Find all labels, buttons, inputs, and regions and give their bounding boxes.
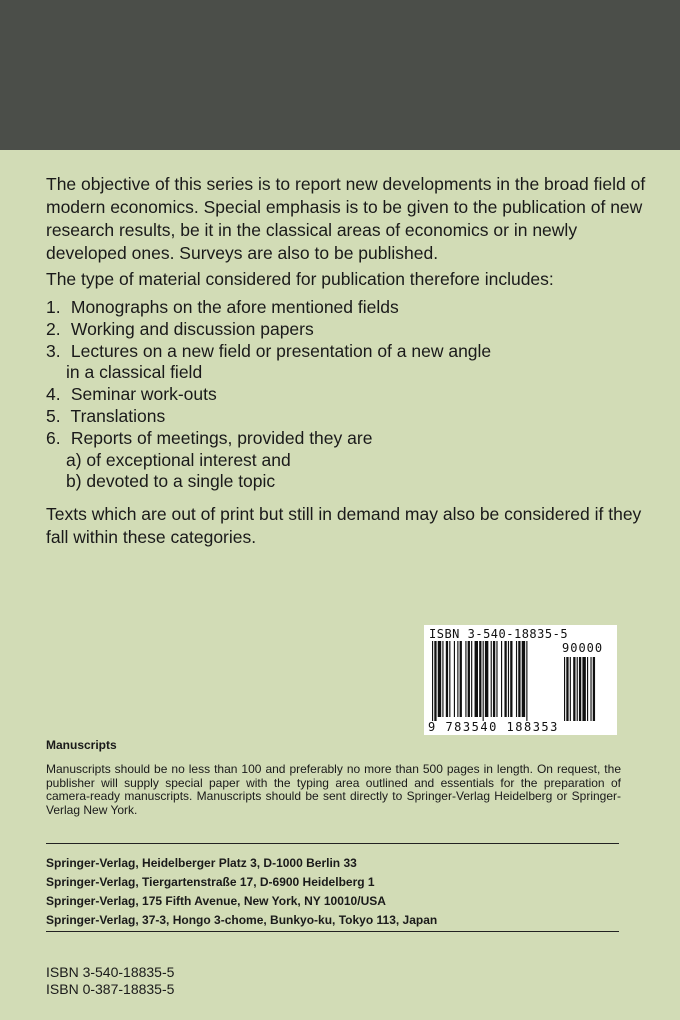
list-item-text: Working and discussion papers bbox=[70, 318, 314, 339]
list-item bbox=[46, 428, 646, 493]
barcode-addon-bar bbox=[577, 657, 578, 721]
list-item-text: Lectures on a new field or presentation of a new angle bbox=[70, 340, 492, 361]
series-objective-paragraph: The objective of this series is to report new developments in the broad field of modern economics. Special emphasis is to be given to the publication of new research results, be it in the classical areas of economics or in newly developed ones. Surveys are also to be published. bbox=[46, 174, 646, 263]
manuscripts-text: Manuscripts should be no less than 100 and preferably no more than 500 pages in length. On request, the publisher will supply special paper with the typing area outlined and essentials for the preparation of camera-ready manuscripts. Manuscripts should be sent directly to Springer-Verlag Heidelberg or Springer-Verlag New York. bbox=[46, 762, 621, 817]
barcode-addon-bar bbox=[590, 657, 591, 721]
barcode-bar bbox=[493, 641, 495, 717]
sub-item: a) of exceptional interest and bbox=[66, 449, 291, 470]
barcode-bar bbox=[457, 641, 458, 717]
barcode-bar bbox=[522, 641, 525, 717]
sub-item: b) devoted to a single topic bbox=[66, 471, 276, 492]
barcode-bar bbox=[518, 641, 520, 717]
barcode-bar bbox=[442, 641, 443, 717]
list-item-text: Monographs on the afore mentioned fields bbox=[70, 297, 399, 317]
manuscripts-heading: Manuscripts bbox=[46, 738, 117, 752]
barcode-bar bbox=[485, 641, 488, 717]
out-of-print-note: Texts which are out of print but still in demand may also be considered if they fall within these categories. bbox=[46, 504, 642, 547]
divider-bottom bbox=[46, 931, 619, 932]
barcode-bar bbox=[432, 641, 433, 721]
barcode-bar bbox=[526, 641, 527, 721]
isbn-line: ISBN 0-387-18835-5 bbox=[46, 981, 175, 997]
barcode-bar bbox=[434, 641, 436, 721]
barcode-ean-digits: 9 783540 188353 bbox=[428, 720, 559, 734]
barcode-bar bbox=[446, 641, 448, 717]
list-item bbox=[46, 297, 646, 319]
barcode-bar bbox=[454, 641, 455, 717]
list-item-text: Translations bbox=[70, 405, 166, 426]
address-line: Springer-Verlag, Tiergartenstraße 17, D-6900 Heidelberg 1 bbox=[46, 875, 375, 889]
barcode-addon-bar bbox=[587, 657, 588, 721]
barcode-addon-bar bbox=[564, 657, 565, 721]
address-line: Springer-Verlag, 37-3, Hongo 3-chome, Bunkyo-ku, Tokyo 113, Japan bbox=[46, 913, 438, 927]
barcode-bar bbox=[501, 641, 502, 717]
list-item-number: 4. bbox=[46, 384, 61, 405]
barcode-bar bbox=[471, 641, 472, 717]
barcode-bar bbox=[465, 641, 466, 717]
list-item-number: 2. bbox=[46, 318, 61, 339]
list-item-continuation: in a classical field bbox=[66, 362, 203, 383]
material-types-list bbox=[46, 297, 646, 493]
list-item bbox=[46, 406, 646, 428]
barcode-bar bbox=[483, 641, 484, 721]
barcode-bar bbox=[479, 641, 481, 717]
barcode-bar bbox=[468, 641, 470, 717]
list-item-number: 5. bbox=[46, 405, 61, 426]
address-line: Springer-Verlag, Heidelberger Platz 3, D-1000 Berlin 33 bbox=[46, 856, 357, 870]
barcode-bar bbox=[504, 641, 506, 717]
list-item bbox=[46, 384, 646, 406]
barcode-bar bbox=[438, 641, 441, 717]
barcode-bar bbox=[460, 641, 462, 717]
list-item-text: Reports of meetings, provided they are bbox=[70, 427, 373, 448]
barcode-addon-bar bbox=[566, 657, 568, 721]
list-item bbox=[46, 341, 646, 385]
barcode-addon-bar bbox=[579, 657, 581, 721]
barcode-addon-bar bbox=[570, 657, 571, 721]
barcode-addon-bar bbox=[593, 657, 595, 721]
isbn-list bbox=[46, 964, 174, 998]
barcode-addon-bar bbox=[573, 657, 575, 721]
divider-top bbox=[46, 843, 619, 844]
barcode-bar bbox=[508, 641, 509, 717]
isbn-barcode bbox=[424, 625, 617, 735]
list-item bbox=[46, 319, 646, 341]
list-item-number: 3. bbox=[46, 340, 61, 361]
barcode-bar bbox=[510, 641, 512, 717]
barcode-bar bbox=[491, 641, 492, 717]
address-line: Springer-Verlag, 175 Fifth Avenue, New York, NY 10010/USA bbox=[46, 894, 386, 908]
barcode-bar bbox=[496, 641, 497, 717]
isbn-line: ISBN 3-540-18835-5 bbox=[46, 964, 175, 980]
barcode-bar bbox=[475, 641, 478, 717]
barcode-bar bbox=[516, 641, 517, 717]
barcode-isbn-label: ISBN 3-540-18835-5 bbox=[429, 627, 569, 641]
list-item-number: 1. bbox=[46, 297, 61, 317]
barcode-addon-digits: 90000 bbox=[562, 641, 604, 655]
list-item-text: Seminar work-outs bbox=[70, 384, 217, 405]
barcode-addon-bar bbox=[582, 657, 585, 721]
barcode-bar bbox=[449, 641, 450, 717]
publisher-addresses bbox=[46, 854, 437, 930]
top-color-band bbox=[0, 0, 680, 150]
list-item-number: 6. bbox=[46, 427, 61, 448]
material-types-intro: The type of material considered for publication therefore includes: bbox=[46, 269, 554, 289]
